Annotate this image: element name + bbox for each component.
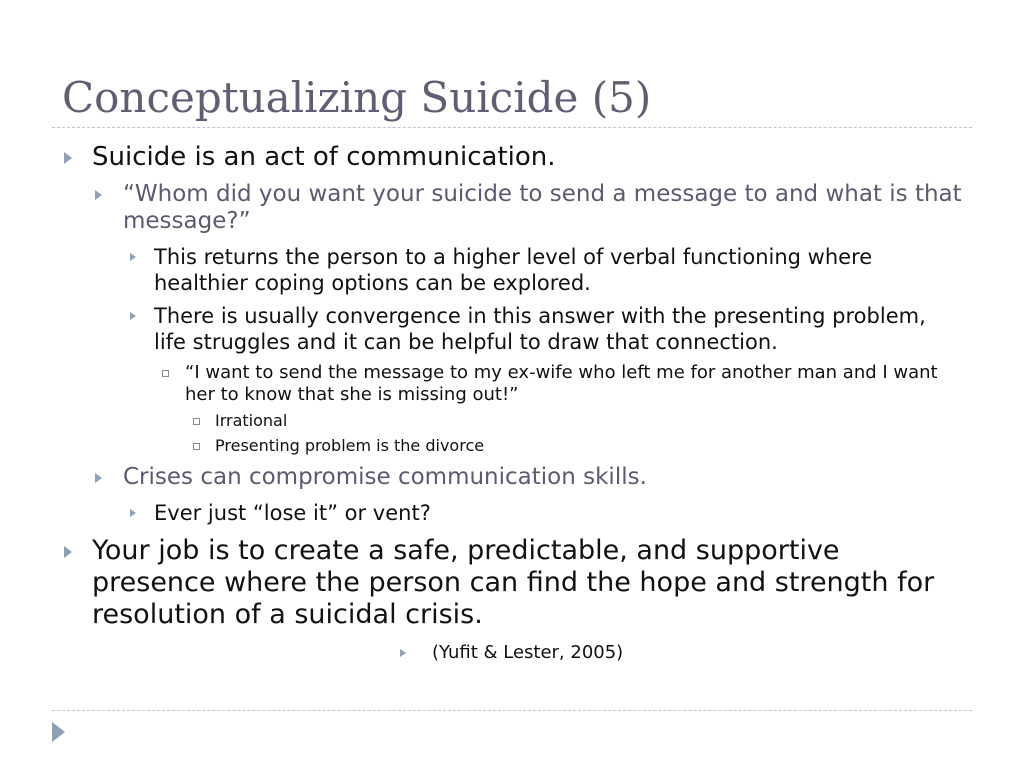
- bullet-item: [95, 181, 965, 235]
- triangle-bullet-icon: [130, 312, 136, 320]
- triangle-bullet-icon: [95, 190, 102, 200]
- bullet-text: There is usually convergence in this answer with the presenting problem, life struggles and it can be helpful to draw that connection.: [154, 304, 926, 354]
- bullet-item: [130, 303, 960, 355]
- bullet-text: Your job is to create a safe, predictable, and supportive presence where the person can find the hope and strength for resolution of a suicidal crisis.: [92, 535, 935, 630]
- play-arrow-icon[interactable]: [52, 722, 65, 742]
- bullet-item: [64, 142, 964, 173]
- triangle-bullet-icon: [64, 546, 72, 558]
- bullet-item: [95, 464, 965, 491]
- bullet-item: [162, 362, 962, 406]
- triangle-bullet-icon: [130, 509, 136, 517]
- bullet-text: Irrational: [215, 411, 288, 430]
- bullet-item: [130, 244, 960, 296]
- citation-item: [400, 642, 800, 664]
- triangle-bullet-icon: [400, 649, 406, 657]
- citation-text: (Yufit & Lester, 2005): [432, 642, 624, 663]
- bullet-item: [64, 535, 964, 631]
- square-bullet-icon: [193, 443, 200, 450]
- triangle-bullet-icon: [95, 473, 102, 483]
- footer-divider: [52, 710, 972, 711]
- bullet-text: Suicide is an act of communication.: [92, 142, 556, 172]
- bullet-text: “I want to send the message to my ex-wife who left me for another man and I want her to know that she is missing out!”: [185, 362, 938, 405]
- bullet-text: This returns the person to a higher level of verbal functioning where healthier coping options can be explored.: [154, 245, 873, 295]
- bullet-text: Crises can compromise communication skills.: [123, 464, 647, 490]
- square-bullet-icon: [193, 418, 200, 425]
- bullet-item: [193, 436, 953, 456]
- bullet-item: [130, 500, 960, 526]
- bullet-text: Presenting problem is the divorce: [215, 436, 485, 455]
- bullet-text: Ever just “lose it” or vent?: [154, 501, 431, 525]
- square-bullet-icon: [162, 370, 169, 377]
- triangle-bullet-icon: [64, 152, 72, 164]
- triangle-bullet-icon: [130, 253, 136, 261]
- slide-title: Conceptualizing Suicide (5): [62, 73, 652, 122]
- bullet-item: [193, 411, 953, 431]
- title-divider: [52, 127, 972, 128]
- bullet-text: “Whom did you want your suicide to send a message to and what is that message?”: [123, 181, 962, 234]
